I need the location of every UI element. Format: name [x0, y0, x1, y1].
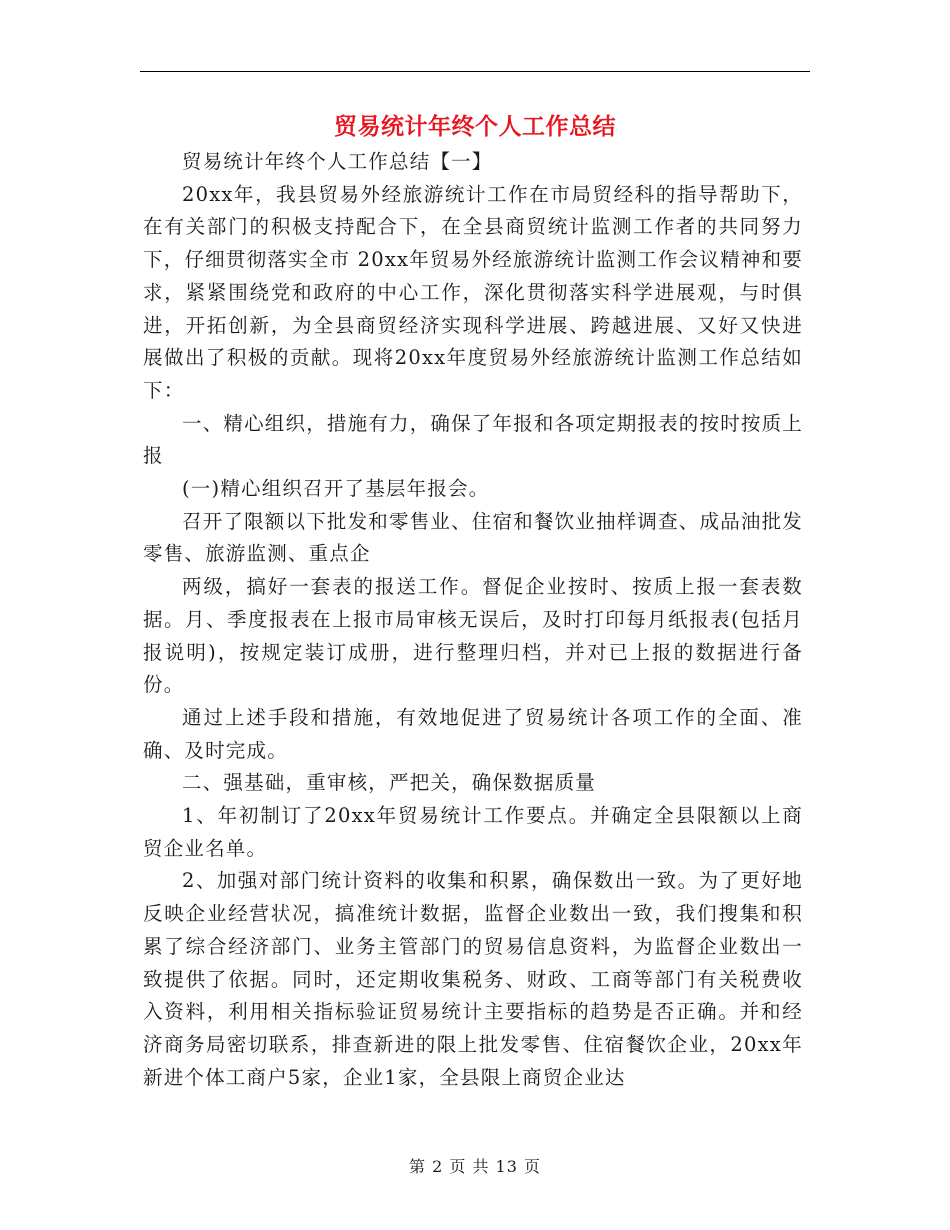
page-number-footer: 第 2 页 共 13 页	[409, 1157, 541, 1176]
section-heading-2: 一、精心组织，措施有力，确保了年报和各项定期报表的按时按质上报	[143, 411, 804, 468]
list-item: 2、加强对部门统计资料的收集和积累，确保数出一致。为了更好地反映企业经营状况，搞准统计数据，监督企业数出一致，我们搜集和积累了综合经济部门、业务主管部门的贸易信息资料，为监督企业数出一致提供了依据。同时，还定期收集税务、财政、工商等部门有关税费收入资料，利用相关指标验证贸易统计主要指标的趋势是否正确。并和经济商务局密切联系，排查新进的限上批发零售、住宿餐饮企业，20xx年新进个体工商户5家，企业1家，全县限上商贸企业达	[143, 869, 803, 1089]
body-paragraph: 召开了限额以下批发和零售业、住宿和餐饮业抽样调查、成品油批发零售、旅游监测、重点企	[143, 509, 804, 566]
subsection-heading: (一)精心组织召开了基层年报会。	[182, 477, 490, 501]
body-paragraph: 通过上述手段和措施，有效地促进了贸易统计各项工作的全面、准确、及时完成。	[143, 705, 803, 762]
document-body	[143, 146, 803, 1094]
list-item: 1、年初制订了20xx年贸易统计工作要点。并确定全县限额以上商贸企业名单。	[143, 804, 803, 860]
section-heading-1: 贸易统计年终个人工作总结【一】	[182, 150, 493, 173]
body-paragraph: 两级，搞好一套表的报送工作。督促企业按时、按质上报一套表数据。月、季度报表在上报市局审核无误后，及时打印每月纸报表(包括月报说明)，按规定装订成册，进行整理归档，并对已上报的数据进行备份。	[143, 575, 803, 697]
section-heading-3: 二、强基础，重审核，严把关，确保数据质量	[182, 771, 597, 795]
header-rule	[140, 71, 810, 72]
document-title: 贸易统计年终个人工作总结	[334, 113, 616, 140]
body-paragraph: 20xx年，我县贸易外经旅游统计工作在市局贸经科的指导帮助下，在有关部门的积极支持配合下，在全县商贸统计监测工作者的共同努力下，仔细贯彻落实全市 20xx年贸易外经旅游统计监测工作会议精神和要求，紧紧围绕党和政府的中心工作，深化贯彻落实科学进展观，与时俱进，开拓创新，为全县商贸经济实现科学进展、跨越进展、又好又快进展做出了积极的贡献。现将20xx年度贸易外经旅游统计监测工作总结如下：	[143, 182, 803, 402]
